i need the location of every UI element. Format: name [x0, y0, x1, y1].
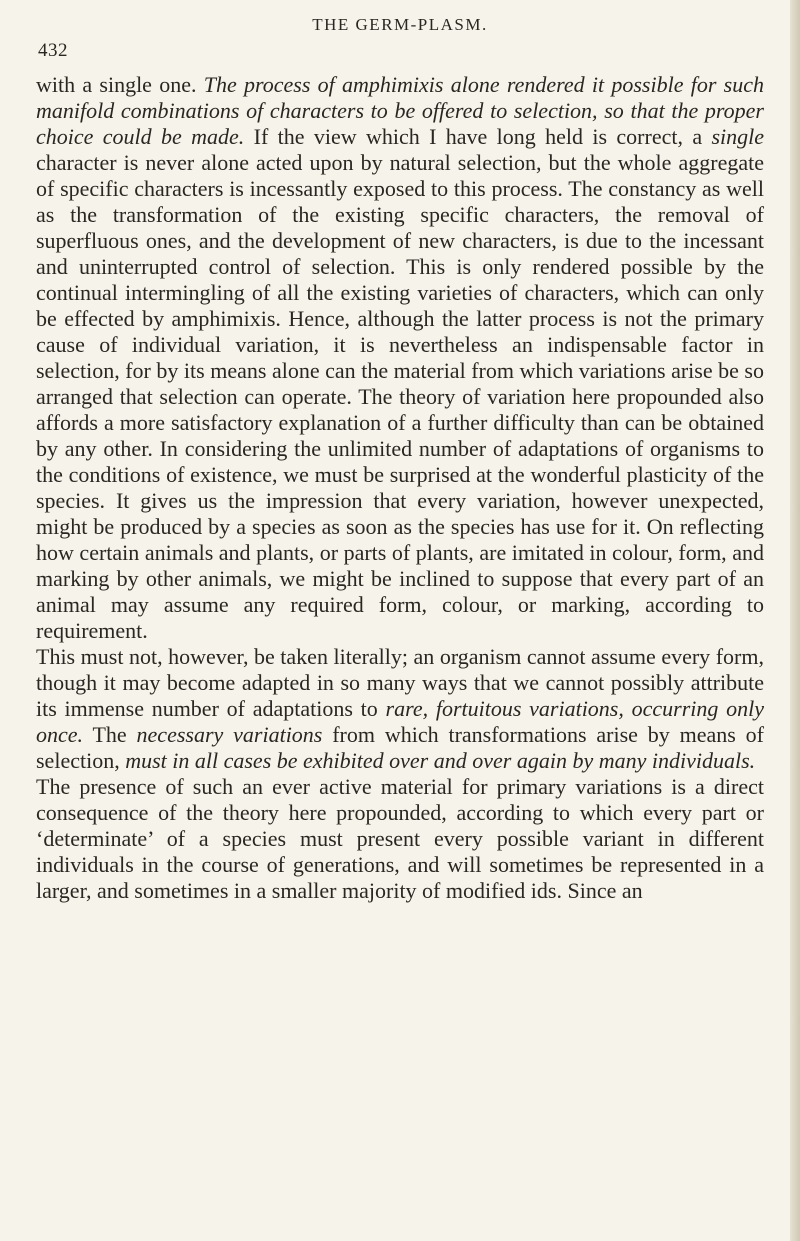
text-run: The presence of such an ever active material for primary variations is a direct consequence of the theory here propounded, according to which every part or ‘determinate’ of a species must present every possible variant in different individuals in the course of generations, and will sometimes be represented in a larger, and sometimes in a smaller majority of modified ids. Since an — [36, 774, 764, 903]
italic-run: necessary variations — [136, 722, 323, 747]
italic-run: single — [711, 124, 765, 149]
text-run: The — [83, 722, 137, 747]
text-run: from which transformations arise by means of selection, — [36, 722, 765, 773]
text-run: with a single one. — [36, 72, 204, 97]
paragraph-variation-material — [36, 774, 764, 904]
italic-run: rare, fortuitous variations, occurring only once. — [36, 696, 764, 747]
book-page — [36, 14, 764, 904]
text-run: This must not, however, be taken literally; an organism cannot assume every form, though it may become adapted in so many ways that we cannot possibly attribute its immense number of adaptations to — [36, 644, 764, 721]
page-header — [36, 14, 764, 72]
italic-run: must in all cases be exhibited over and over again by many individuals. — [125, 748, 756, 773]
paragraph-amphimixis — [36, 72, 764, 644]
page-number: 432 — [38, 40, 68, 61]
scan-edge — [790, 0, 800, 1241]
text-run: If the view which I have long held is correct, a — [244, 124, 712, 149]
italic-run: The process of amphimixis alone rendered it possible for such manifold combinations of characters to be offered to selection, so that the proper choice could be made. — [36, 72, 764, 149]
running-title: THE GERM-PLASM. — [312, 15, 488, 34]
text-run: character is never alone acted upon by natural selection, but the whole aggregate of specific characters is incessantly exposed to this process. The constancy as well as the transformation of the existing specific characters, the removal of superfluous ones, and the development of new characters, is due to the incessant and uninterrupted control of selection. This is only rendered possible by the continual intermingling of all the existing varieties of characters, which can only be effected by amphimixis. Hence, although the latter process is not the primary cause of individual variation, it is nevertheless an indispensable factor in selection, for by its means alone can the material from which variations arise be so arranged that selection can operate. The theory of variation here propounded also affords a more satisfactory explanation of a further difficulty than can be obtained by any other. In considering the unlimited number of adaptations of organisms to the conditions of existence, we must be surprised at the wonderful plasticity of the species. It gives us the impression that every variation, however unexpected, might be produced by a species as soon as the species has use for it. On reflecting how certain animals and plants, or parts of plants, are imitated in colour, form, and marking by other animals, we might be inclined to suppose that every part of an animal may assume any required form, colour, or marking, according to requirement. — [36, 150, 764, 643]
paragraph-adaptation — [36, 644, 764, 774]
